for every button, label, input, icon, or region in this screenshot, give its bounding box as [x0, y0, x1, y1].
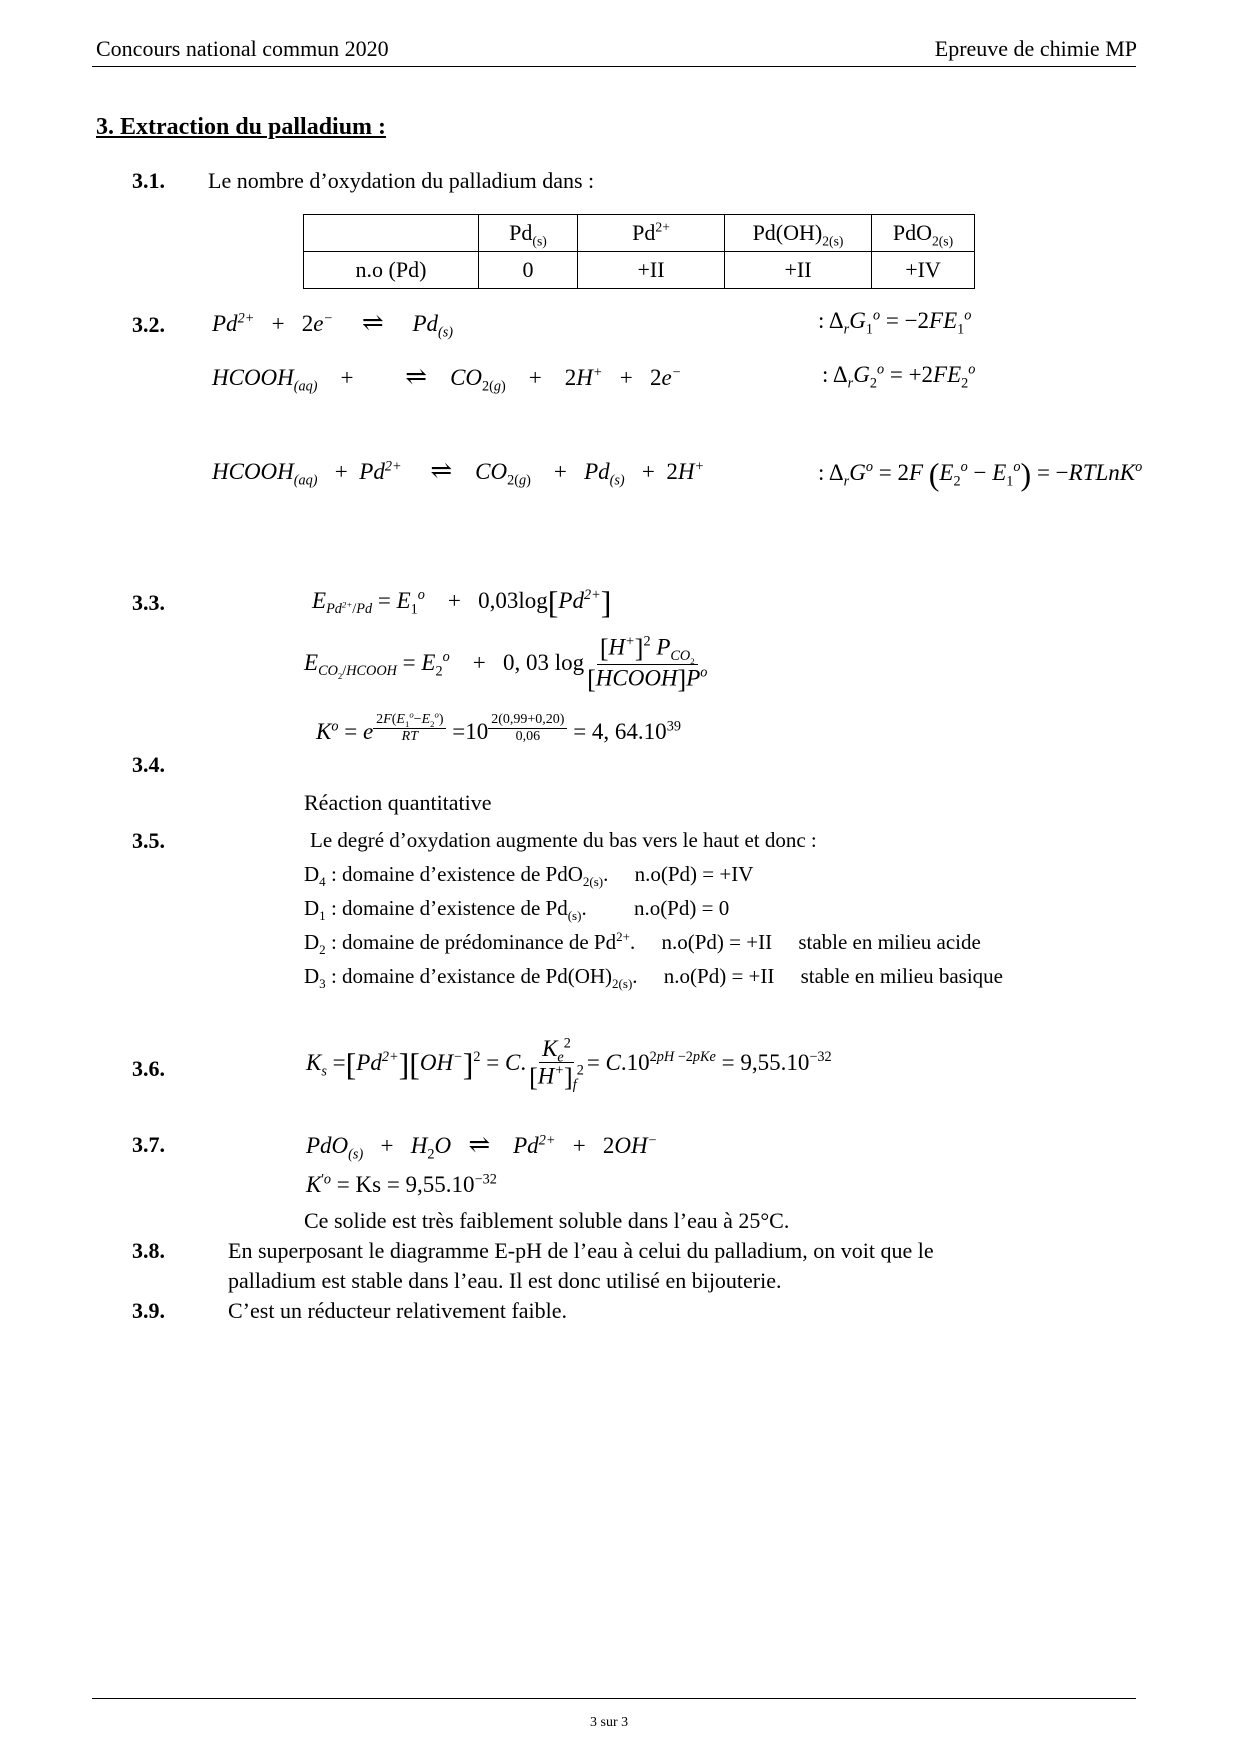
q37-number: 3.7. — [132, 1132, 165, 1157]
q35-number: 3.5. — [132, 828, 165, 853]
table-header-pd: $Pd_{(s)}$ — [479, 215, 578, 252]
q35-item-d4: $D_4$ : domaine d’existence de PdO$_{2(s)}$. n.o(Pd) = +IV — [304, 862, 754, 890]
q34-exp-den: 0,06 — [515, 729, 541, 744]
q34-result-exp: 39 — [666, 718, 681, 735]
q33-equation-2: $E_{CO_2/HCOOH} = E_2^o$ + 0, 03 log $\frac{[H^+]^2 P_{CO_2}}{[HCOOH]P^o}$ — [304, 633, 708, 694]
header-right: Epreuve de chimie MP — [934, 36, 1137, 61]
table-cell-empty — [304, 215, 479, 252]
q35-intro: Le degré d’oxydation augmente du bas vers le haut et donc : — [310, 828, 817, 852]
table-header-pd2plus: $Pd^{2+}$ — [578, 215, 725, 252]
q34-number: 3.4. — [132, 752, 165, 777]
q37-equation: PdO$_{(s)}$ + $H_2O$ ⇌ $Pd^{2+}$ + 2OH− — [306, 1130, 658, 1163]
q33-log-coef-2: 0, 03 log — [502, 649, 585, 675]
table-cell: 0 — [479, 252, 578, 289]
table-header-pdo2: PdO$_{2(s)}$ — [872, 215, 975, 252]
q33-log-coef: 0,03log — [478, 587, 548, 613]
q32-dg1: : $\Delta_rG_1^o = -2FE_1^o$ — [818, 307, 972, 338]
q34-ten: =10 — [452, 719, 489, 744]
q34-equation: $K^o = e$ $\frac{2F(E_1^o-E_2^o)}{RT}$ =10 $\frac{2(0,99+0,20)}{0,06}$ = 4, 64.10$^{39}$ — [316, 709, 681, 744]
q37-text: Ce solide est très faiblement soluble dans l’eau à 25°C. — [304, 1208, 790, 1233]
q32-number: 3.2. — [132, 312, 165, 337]
table-header-pdoh2: $Pd(OH)_{2(s)}$ — [725, 215, 872, 252]
q37-k-exp: −32 — [474, 1171, 497, 1188]
q38-line-1: En superposant le diagramme E-pH de l’eau à celui du palladium, on voit que le — [228, 1238, 934, 1263]
table-cell: +IV — [872, 252, 975, 289]
q32-equation-3: $HCOOH_{(aq)}$ + $Pd^{2+}$ ⇌ $CO_{2(g)}$ + $Pd_{(s)}$ + 2H+ — [212, 456, 705, 489]
q33-equation-1: $E_{Pd^{2+}/Pd} = E_1^o$ + $0,03\log[Pd^{2+}]$ — [312, 584, 612, 620]
q31-number: 3.1. — [132, 168, 165, 193]
q39-text: C’est un réducteur relativement faible. — [228, 1298, 568, 1323]
q31-text: Le nombre d’oxydation du palladium dans : — [208, 168, 595, 193]
q36-result: = 9,55.10 — [721, 1049, 810, 1075]
q37-k: $K^{'o} = Ks = 9,55.10^{-32}$ — [306, 1171, 497, 1197]
page-number: 3 sur 3 — [590, 1715, 629, 1730]
q39-number: 3.9. — [132, 1298, 165, 1323]
q32-dg3: : $\Delta_rG^o = 2F$ $(E_2^o - E_1^o)$ = −RTLnK$^o$ — [818, 456, 1143, 492]
header-left: Concours national commun 2020 — [96, 36, 389, 61]
section-title: 3. Extraction du palladium : — [96, 114, 387, 140]
q35-item-d1: $D_1$ : domaine d’existence de $Pd_{(s)}$. n.o(Pd) = 0 — [304, 896, 730, 924]
q32-equation-2: $HCOOH_{(aq)}$ + ⇌ $CO_{2(g)}$ + 2H+ + 2e− — [212, 362, 682, 395]
q35-item-d2: $D_2$ : domaine de prédominance de $Pd^{2+}$. n.o(Pd) = +II stable en milieu acide — [304, 929, 981, 958]
q36-number: 3.6. — [132, 1056, 165, 1081]
table-row — [304, 215, 975, 252]
oxidation-table — [303, 214, 975, 289]
q37-k-val: = Ks = 9,55.10 — [336, 1172, 475, 1197]
q36-equation: $K_s =[Pd^{2+}][OH^-]^2 = C$. $\frac{K_e^2}{[H^+]_f^2}$ = $C.10^{2pH -2pKe} = 9,55.10^{-32}$ — [306, 1035, 832, 1093]
header-rule — [92, 66, 1136, 67]
table-cell: +II — [578, 252, 725, 289]
table-cell: +II — [725, 252, 872, 289]
q33-number: 3.3. — [132, 590, 165, 615]
q36-result-exp: −32 — [809, 1049, 832, 1066]
q35-item-d3: $D_3$ : domaine d’existance de $Pd(OH)_{2(s)}$. n.o(Pd) = +II stable en milieu basique — [304, 964, 1003, 992]
table-row-label: n.o (Pd) — [304, 252, 479, 289]
q34-conclusion: Réaction quantitative — [304, 790, 492, 815]
table-row — [304, 252, 975, 289]
footer-rule — [92, 1698, 1136, 1699]
q32-equation-1: $Pd^{2+}$ + 2e− ⇌ $Pd_{(s)}$ — [212, 308, 454, 341]
q34-exp-num: 2(0,99+0,20) — [488, 712, 567, 729]
q34-result: = 4, 64.10 — [573, 719, 667, 744]
q32-dg2: : $\Delta_rG_2^o = +2FE_2^o$ — [822, 361, 976, 392]
q38-number: 3.8. — [132, 1238, 165, 1263]
q38-line-2: palladium est stable dans l’eau. Il est donc utilisé en bijouterie. — [228, 1268, 782, 1293]
